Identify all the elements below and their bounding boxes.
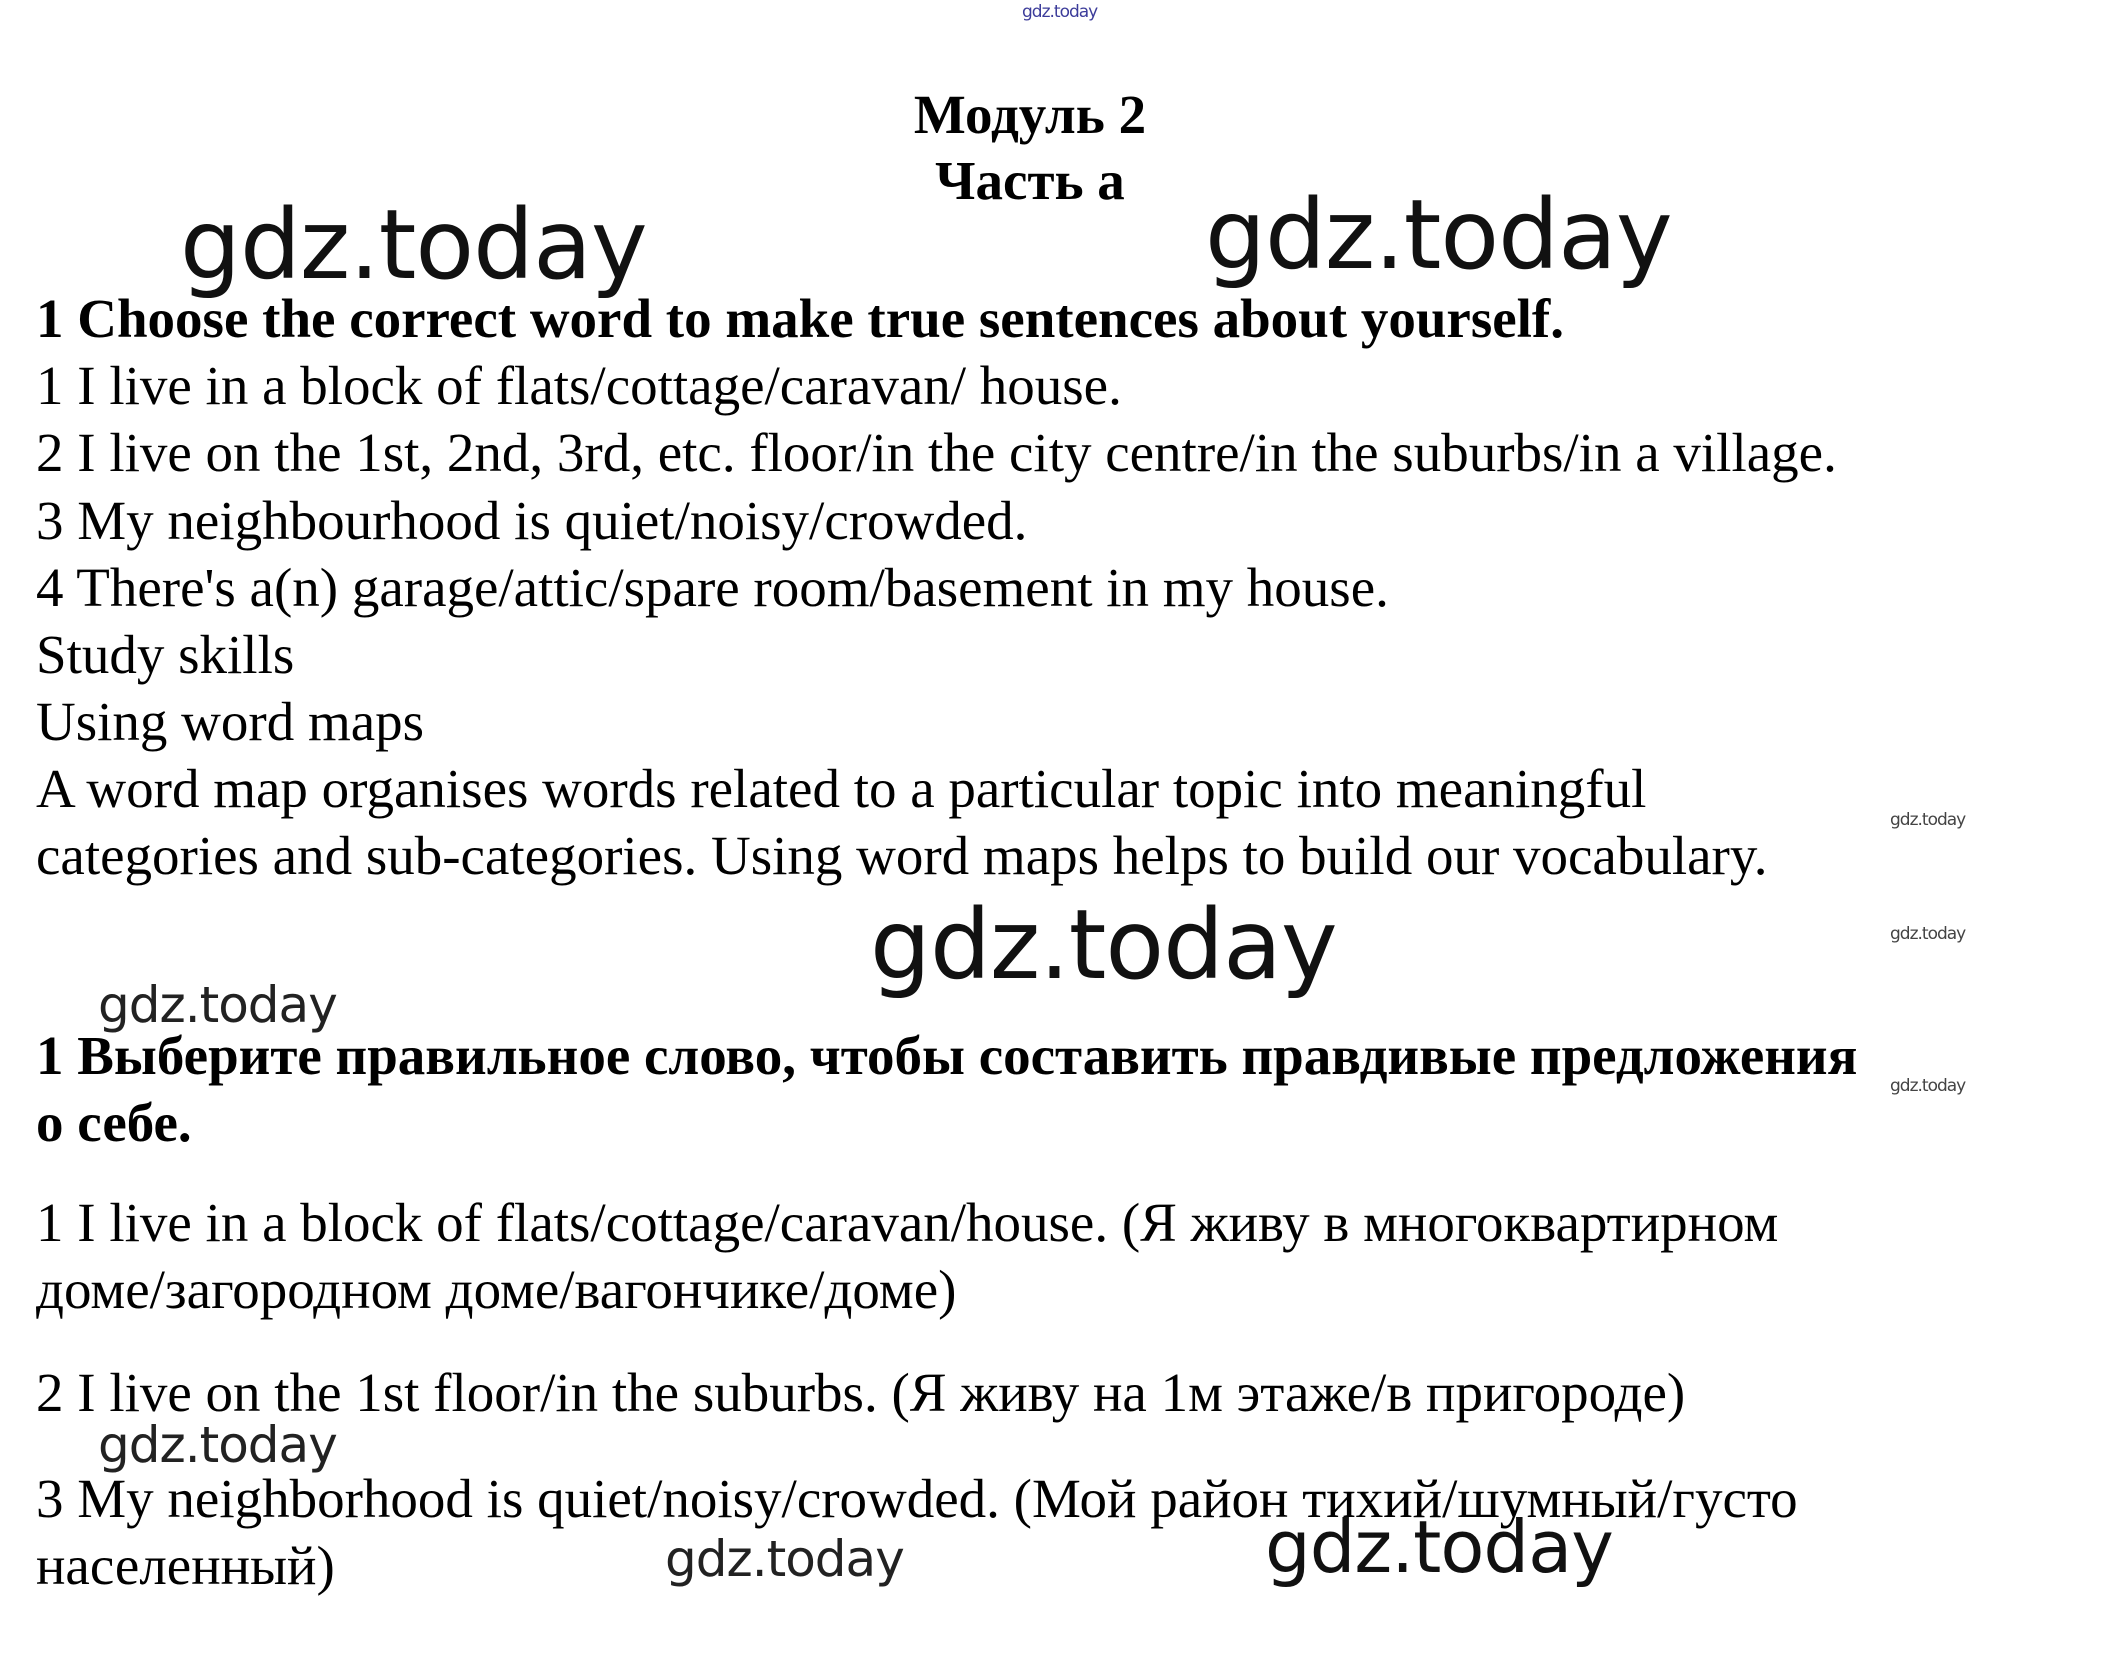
answer-1-line-2: доме/загородном доме/вагончике/доме) [36,1259,957,1320]
watermark-medium: gdz.today [98,976,337,1034]
task-title-russian-1: 1 Выберите правильное слово, чтобы составить правдивые предложения [36,1025,1858,1086]
english-item-4: 4 There's a(n) garage/attic/spare room/basement in my house. [36,557,1389,618]
watermark-top: gdz.today [1022,2,1098,22]
module-title: Модуль 2 [913,84,1147,145]
english-item-2: 2 I live on the 1st, 2nd, 3rd, etc. floor/in the city centre/in the suburbs/in a village. [36,422,1837,483]
watermark-medium: gdz.today [665,1530,904,1588]
answer-1-line-1: 1 I live in a block of flats/cottage/caravan/house. (Я живу в многоквартирном [36,1192,1779,1253]
english-item-3: 3 My neighbourhood is quiet/noisy/crowded. [36,490,1028,551]
study-skills-title: Study skills [36,624,295,685]
watermark-small: gdz.today [1890,810,1966,830]
english-item-1: 1 I live in a block of flats/cottage/caravan/ house. [36,355,1122,416]
watermark-large: gdz.today [1265,1505,1613,1589]
answer-3-line-1: 3 My neighborhood is quiet/noisy/crowded. (Мой район тихий/шумный/густо [36,1468,1798,1529]
answer-2-line-1: 2 I live on the 1st floor/in the suburbs. (Я живу на 1м этаже/в пригороде) [36,1362,1686,1423]
study-skills-subtitle: Using word maps [36,691,425,752]
study-skills-text-1: A word map organises words related to a particular topic into meaningful [36,758,1647,819]
study-skills-text-2: categories and sub-categories. Using word maps helps to build our vocabulary. [36,825,1768,886]
watermark-large: gdz.today [870,889,1337,1001]
part-title: Часть а [935,150,1125,211]
watermark-medium: gdz.today [98,1416,337,1474]
watermark-small: gdz.today [1890,1076,1966,1096]
task-title-english: 1 Choose the correct word to make true sentences about yourself. [36,288,1564,349]
watermark-small: gdz.today [1890,924,1966,944]
watermark-large: gdz.today [180,189,647,301]
answer-3-line-2: населенный) [36,1535,335,1596]
task-title-russian-2: о себе. [36,1092,192,1153]
watermark-large: gdz.today [1205,179,1672,291]
